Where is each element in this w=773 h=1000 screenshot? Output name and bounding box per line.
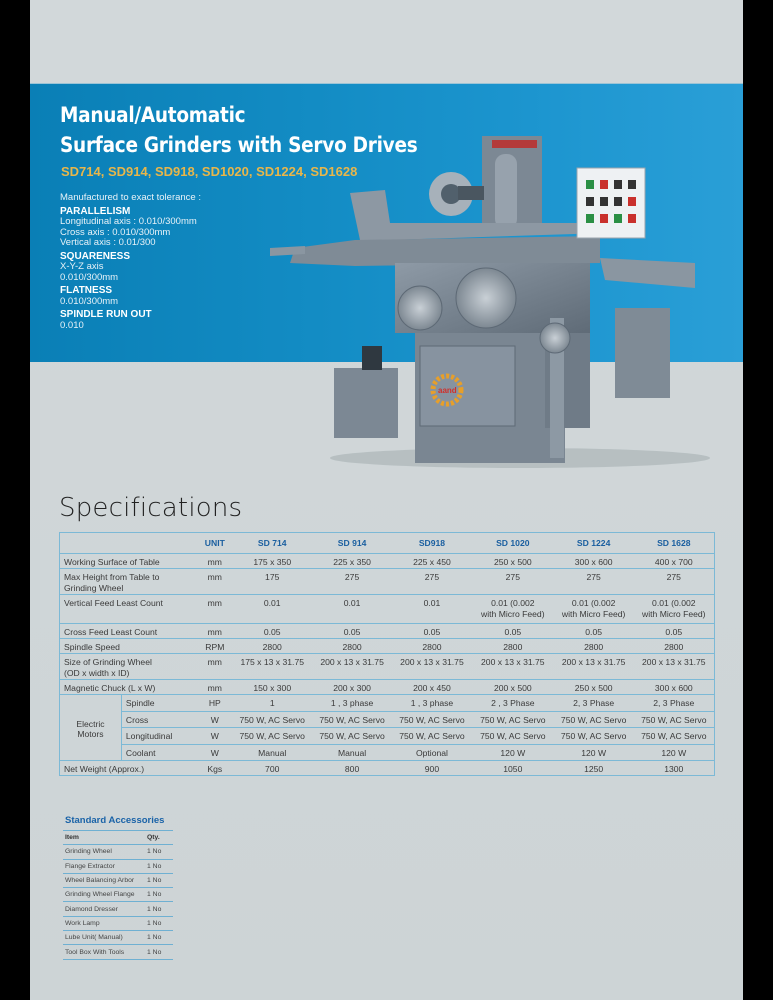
cell: 200 x 13 x 31.75 xyxy=(634,654,715,680)
cell: 200 x 13 x 31.75 xyxy=(472,654,554,680)
tolerance-line: Vertical axis : 0.01/300 xyxy=(60,237,156,248)
table-row-motor xyxy=(60,744,715,761)
accessory-item: Grinding Wheel Flange xyxy=(63,888,145,902)
cell: 1050 xyxy=(472,761,554,776)
row-label: Cross Feed Least Count xyxy=(60,624,198,639)
cell: 800 xyxy=(312,761,392,776)
tolerance-intro: Manufactured to exact tolerance : xyxy=(60,192,201,203)
cell: 0.01 xyxy=(312,595,392,624)
cell: 175 xyxy=(232,569,312,595)
column-header-model: SD 1628 xyxy=(634,533,715,554)
table-row xyxy=(60,654,715,680)
accessory-row xyxy=(63,945,173,959)
column-header xyxy=(60,533,198,554)
cell: 750 W, AC Servo xyxy=(634,711,715,728)
row-label: Longitudinal xyxy=(121,728,197,745)
tolerance-heading: SQUARENESS xyxy=(60,250,131,262)
cell: 2 , 3 Phase xyxy=(472,695,554,712)
specifications-heading: Specifications xyxy=(59,493,243,523)
cell: 900 xyxy=(392,761,472,776)
row-label: Vertical Feed Least Count xyxy=(60,595,198,624)
cell: 750 W, AC Servo xyxy=(634,728,715,745)
row-label: Magnetic Chuck (L x W) xyxy=(60,680,198,695)
row-label xyxy=(60,569,198,595)
accessory-qty: 1 No xyxy=(145,873,173,887)
cell: 0.01 xyxy=(392,595,472,624)
row-label: Spindle Speed xyxy=(60,639,198,654)
accessories-table xyxy=(63,830,173,960)
surface-grinder-image xyxy=(270,128,720,473)
cell: 200 x 300 xyxy=(312,680,392,695)
cell: 750 W, AC Servo xyxy=(232,711,312,728)
cell: Manual xyxy=(232,744,312,761)
row-label: Working Surface of Table xyxy=(60,554,198,569)
cell: 750 W, AC Servo xyxy=(472,728,554,745)
accessories-heading: Standard Accessories xyxy=(65,815,165,826)
cell: 700 xyxy=(232,761,312,776)
cell: 200 x 13 x 31.75 xyxy=(312,654,392,680)
cell: 750 W, AC Servo xyxy=(392,728,472,745)
accessory-item: Wheel Balancing Arbor xyxy=(63,873,145,887)
row-unit: mm xyxy=(197,624,232,639)
row-unit: RPM xyxy=(197,639,232,654)
table-row xyxy=(60,680,715,695)
cell: 750 W, AC Servo xyxy=(392,711,472,728)
cell: 750 W, AC Servo xyxy=(472,711,554,728)
cell: 750 W, AC Servo xyxy=(312,711,392,728)
model-list: SD714, SD914, SD918, SD1020, SD1224, SD1628 xyxy=(61,164,358,179)
cell xyxy=(634,595,715,624)
cell: 1250 xyxy=(554,761,634,776)
tolerance-line: Cross axis : 0.010/300mm xyxy=(60,226,171,238)
cell: 250 x 500 xyxy=(472,554,554,569)
column-header-unit: UNIT xyxy=(197,533,232,554)
cell: 750 W, AC Servo xyxy=(554,711,634,728)
accessory-qty: 1 No xyxy=(145,902,173,916)
accessory-qty: 1 No xyxy=(145,845,173,859)
cell: 300 x 600 xyxy=(554,554,634,569)
accessory-row xyxy=(63,902,173,916)
table-row xyxy=(60,569,715,595)
row-label-line: Size of Grinding Wheel xyxy=(64,657,152,667)
column-header-model: SD 1224 xyxy=(554,533,634,554)
tolerance-line: Longitudinal axis : 0.010/300mm xyxy=(60,216,197,227)
tolerance-line: X-Y-Z axis xyxy=(60,261,104,272)
row-unit: mm xyxy=(197,554,232,569)
tolerance-line: 0.010/300mm xyxy=(60,295,119,307)
logo-text: aand xyxy=(438,386,457,395)
cell: 0.05 xyxy=(472,624,554,639)
cell: 150 x 300 xyxy=(232,680,312,695)
cell: 275 xyxy=(554,569,634,595)
cell: 275 xyxy=(312,569,392,595)
accessory-row xyxy=(63,916,173,930)
cell: 250 x 500 xyxy=(554,680,634,695)
cell: 2800 xyxy=(312,639,392,654)
cell-line: 0.01 (0.002 xyxy=(571,598,616,608)
table-header-row xyxy=(60,533,715,554)
column-header-model: SD 1020 xyxy=(472,533,554,554)
table-row xyxy=(60,595,715,624)
accessory-qty: 1 No xyxy=(145,945,173,959)
accessory-qty: 1 No xyxy=(145,888,173,902)
specifications-table xyxy=(59,532,715,776)
table-row-motor xyxy=(60,711,715,728)
cell: 2800 xyxy=(472,639,554,654)
column-header-model: SD918 xyxy=(392,533,472,554)
cell: 300 x 600 xyxy=(634,680,715,695)
cell: 225 x 450 xyxy=(392,554,472,569)
cell-line: with Micro Feed) xyxy=(642,609,706,619)
cell: 2800 xyxy=(392,639,472,654)
cell: 400 x 700 xyxy=(634,554,715,569)
motor-label-line: Electric xyxy=(76,719,105,729)
tolerance-block xyxy=(60,193,201,331)
cell: 175 x 350 xyxy=(232,554,312,569)
tolerance-heading: FLATNESS xyxy=(60,285,113,296)
accessory-qty: 1 No xyxy=(145,916,173,930)
cell: 0.01 xyxy=(232,595,312,624)
cell: 750 W, AC Servo xyxy=(554,728,634,745)
row-label-line: Max Height from Table to xyxy=(64,572,160,582)
row-label: Net Weight (Approx.) xyxy=(60,761,198,776)
row-unit: mm xyxy=(197,595,232,624)
row-label-line: Grinding Wheel xyxy=(64,583,124,593)
cell: 175 x 13 x 31.75 xyxy=(232,654,312,680)
row-unit: HP xyxy=(197,695,232,712)
table-row xyxy=(60,761,715,776)
tolerance-line: 0.010 xyxy=(60,319,84,331)
accessory-row xyxy=(63,859,173,873)
title-line-1: Manual/Automatic xyxy=(60,103,246,127)
tolerance-heading: SPINDLE RUN OUT xyxy=(60,309,152,320)
cell: 225 x 350 xyxy=(312,554,392,569)
accessory-row xyxy=(63,888,173,902)
row-unit: mm xyxy=(197,654,232,680)
cell xyxy=(554,595,634,624)
row-unit: mm xyxy=(197,680,232,695)
column-header-qty: Qty. xyxy=(145,831,173,845)
tolerance-line: 0.010/300mm xyxy=(60,271,119,283)
cell: 2, 3 Phase xyxy=(634,695,715,712)
accessory-row xyxy=(63,931,173,945)
cell: 0.05 xyxy=(312,624,392,639)
cell: 750 W, AC Servo xyxy=(232,728,312,745)
cell: 200 x 13 x 31.75 xyxy=(392,654,472,680)
accessory-qty: 1 No xyxy=(145,931,173,945)
cell: Optional xyxy=(392,744,472,761)
cell-line: 0.01 (0.002 xyxy=(652,598,696,608)
accessory-item: Flange Extractor xyxy=(63,859,145,873)
cell-line: with Micro Feed) xyxy=(481,609,545,619)
cell: Manual xyxy=(312,744,392,761)
cell: 1 xyxy=(232,695,312,712)
cell: 2800 xyxy=(232,639,312,654)
row-label-line: (OD x width x ID) xyxy=(64,668,130,678)
cell: 0.05 xyxy=(232,624,312,639)
title-line-2: Surface Grinders with Servo Drives xyxy=(60,133,418,157)
cell: 1300 xyxy=(634,761,715,776)
accessories-header-row xyxy=(63,831,173,845)
accessory-item: Diamond Dresser xyxy=(63,902,145,916)
row-unit: mm xyxy=(197,569,232,595)
cell: 275 xyxy=(472,569,554,595)
accessory-item: Lube Unit( Manual) xyxy=(63,931,145,945)
cell: 0.05 xyxy=(554,624,634,639)
accessory-item: Grinding Wheel xyxy=(63,845,145,859)
table-row xyxy=(60,624,715,639)
row-unit: W xyxy=(197,711,232,728)
column-header-model: SD 714 xyxy=(232,533,312,554)
accessory-row xyxy=(63,873,173,887)
accessory-item: Work Lamp xyxy=(63,916,145,930)
accessory-item: Tool Box With Tools xyxy=(63,945,145,959)
motor-label-line: Motors xyxy=(77,729,104,739)
row-label xyxy=(60,654,198,680)
table-row xyxy=(60,554,715,569)
cell: 1 , 3 phase xyxy=(392,695,472,712)
electric-motors-label xyxy=(60,695,122,761)
column-header-model: SD 914 xyxy=(312,533,392,554)
cell: 275 xyxy=(634,569,715,595)
table-row xyxy=(60,639,715,654)
row-unit: W xyxy=(197,744,232,761)
cell-line: with Micro Feed) xyxy=(561,609,626,619)
cell-line: 0.01 (0.002 xyxy=(491,598,535,608)
cell: 0.05 xyxy=(634,624,715,639)
table-row-motor xyxy=(60,728,715,745)
table-row-motor xyxy=(60,695,715,712)
cell: 200 x 13 x 31.75 xyxy=(554,654,634,680)
cell: 120 W xyxy=(472,744,554,761)
accessory-row xyxy=(63,845,173,859)
accessory-qty: 1 No xyxy=(145,859,173,873)
cell: 120 W xyxy=(634,744,715,761)
cell: 2800 xyxy=(554,639,634,654)
cell: 0.05 xyxy=(392,624,472,639)
tolerance-heading: PARALLELISM xyxy=(60,205,131,217)
row-unit: Kgs xyxy=(197,761,232,776)
cell: 120 W xyxy=(554,744,634,761)
row-unit: W xyxy=(197,728,232,745)
row-label: Coolant xyxy=(121,744,197,761)
cell: 2800 xyxy=(634,639,715,654)
row-label: Spindle xyxy=(121,695,197,712)
cell: 1 , 3 phase xyxy=(312,695,392,712)
cell: 275 xyxy=(392,569,472,595)
cell: 750 W, AC Servo xyxy=(312,728,392,745)
cell: 2, 3 Phase xyxy=(554,695,634,712)
cell xyxy=(472,595,554,624)
row-label: Cross xyxy=(121,711,197,728)
cell: 200 x 450 xyxy=(392,680,472,695)
column-header-item: Item xyxy=(63,831,145,845)
cell: 200 x 500 xyxy=(472,680,554,695)
